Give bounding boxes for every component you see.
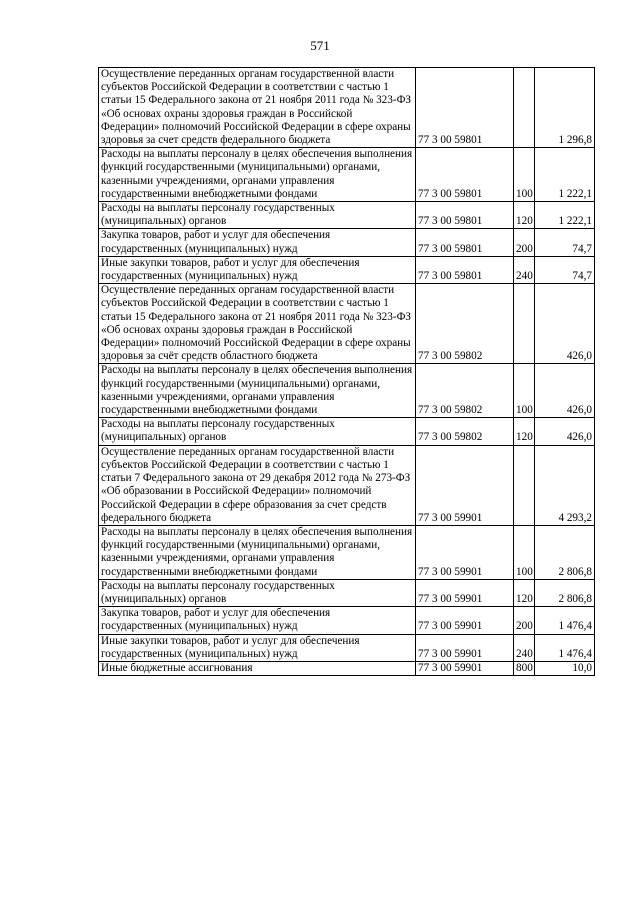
- row-amount-cell: 426,0: [535, 418, 595, 445]
- row-type-cell: 120: [514, 202, 535, 229]
- row-code-cell: 77 3 00 59901: [416, 607, 514, 634]
- row-amount-cell: 1 222,1: [535, 148, 595, 202]
- row-name-cell: Закупка товаров, работ и услуг для обеспечения государственных (муниципальных) нужд: [99, 607, 416, 634]
- row-name-cell: Расходы на выплаты персоналу государственных (муниципальных) органов: [99, 202, 416, 229]
- table-row: [99, 445, 595, 525]
- row-amount-cell: 1 222,1: [535, 202, 595, 229]
- row-name-cell: Осуществление переданных органам государственной власти субъектов Российской Федерации в соответствии с частью 1 статьи 7 Федерального закона от 29 декабря 2012 года № 273-ФЗ «Об образовании в Российской Федерации» полномочий Российской Федерации в сфере образования за счет средств федерального бюджета: [99, 445, 416, 525]
- row-name-cell: Расходы на выплаты персоналу в целях обеспечения выполнения функций государственными (муниципальными) органами, казенными учреждениями, органами управления государственными внебюджетными фондами: [99, 525, 416, 579]
- row-type-cell: 120: [514, 579, 535, 606]
- row-code-cell: 77 3 00 59901: [416, 579, 514, 606]
- row-type-cell: 100: [514, 364, 535, 418]
- row-code-cell: 77 3 00 59901: [416, 661, 514, 675]
- row-amount-cell: 2 806,8: [535, 579, 595, 606]
- row-type-cell: [514, 68, 535, 148]
- row-name-cell: Расходы на выплаты персоналу государственных (муниципальных) органов: [99, 418, 416, 445]
- row-amount-cell: 426,0: [535, 364, 595, 418]
- table-row: [99, 284, 595, 364]
- table-row: [99, 256, 595, 283]
- row-code-cell: 77 3 00 59901: [416, 634, 514, 661]
- row-name-cell: Иные бюджетные ассигнования: [99, 661, 416, 675]
- row-code-cell: 77 3 00 59801: [416, 256, 514, 283]
- row-type-cell: 200: [514, 607, 535, 634]
- row-code-cell: 77 3 00 59801: [416, 68, 514, 148]
- row-code-cell: 77 3 00 59901: [416, 525, 514, 579]
- table-row: [99, 607, 595, 634]
- table-row: [99, 634, 595, 661]
- table-row: [99, 68, 595, 148]
- row-name-cell: Осуществление переданных органам государственной власти субъектов Российской Федерации в соответствии с частью 1 статьи 15 Федерального закона от 21 ноября 2011 года № 323-ФЗ «Об основах охраны здоровья граждан в Российской Федерации» полномочий Российской Федерации в сфере охраны здоровья за счёт средств областного бюджета: [99, 284, 416, 364]
- row-amount-cell: 4 293,2: [535, 445, 595, 525]
- row-code-cell: 77 3 00 59802: [416, 364, 514, 418]
- row-name-cell: Иные закупки товаров, работ и услуг для обеспечения государственных (муниципальных) нужд: [99, 256, 416, 283]
- row-amount-cell: 74,7: [535, 229, 595, 256]
- row-code-cell: 77 3 00 59801: [416, 229, 514, 256]
- row-name-cell: Расходы на выплаты персоналу в целях обеспечения выполнения функций государственными (муниципальными) органами, казенными учреждениями, органами управления государственными внебюджетными фондами: [99, 148, 416, 202]
- row-name-cell: Иные закупки товаров, работ и услуг для обеспечения государственных (муниципальных) нужд: [99, 634, 416, 661]
- row-type-cell: 800: [514, 661, 535, 675]
- row-name-cell: Осуществление переданных органам государственной власти субъектов Российской Федерации в соответствии с частью 1 статьи 15 Федерального закона от 21 ноября 2011 года № 323-ФЗ «Об основах охраны здоровья граждан в Российской Федерации» полномочий Российской Федерации в сфере охраны здоровья за счет средств федерального бюджета: [99, 68, 416, 148]
- row-type-cell: 100: [514, 525, 535, 579]
- budget-table-body: [99, 68, 595, 676]
- row-code-cell: 77 3 00 59802: [416, 284, 514, 364]
- table-row: [99, 364, 595, 418]
- row-amount-cell: 10,0: [535, 661, 595, 675]
- row-code-cell: 77 3 00 59801: [416, 202, 514, 229]
- budget-table: [98, 67, 595, 676]
- table-row: [99, 418, 595, 445]
- row-code-cell: 77 3 00 59801: [416, 148, 514, 202]
- row-code-cell: 77 3 00 59901: [416, 445, 514, 525]
- row-amount-cell: 1 476,4: [535, 634, 595, 661]
- row-amount-cell: 74,7: [535, 256, 595, 283]
- row-type-cell: 120: [514, 418, 535, 445]
- table-row: [99, 579, 595, 606]
- row-amount-cell: 426,0: [535, 284, 595, 364]
- row-amount-cell: 1 296,8: [535, 68, 595, 148]
- row-type-cell: 100: [514, 148, 535, 202]
- table-row: [99, 148, 595, 202]
- row-amount-cell: 2 806,8: [535, 525, 595, 579]
- row-type-cell: 240: [514, 256, 535, 283]
- table-row: [99, 229, 595, 256]
- row-name-cell: Расходы на выплаты персоналу государственных (муниципальных) органов: [99, 579, 416, 606]
- row-type-cell: [514, 445, 535, 525]
- row-type-cell: 200: [514, 229, 535, 256]
- page-number: 571: [310, 38, 330, 53]
- table-row: [99, 661, 595, 675]
- row-name-cell: Расходы на выплаты персоналу в целях обеспечения выполнения функций государственными (муниципальными) органами, казенными учреждениями, органами управления государственными внебюджетными фондами: [99, 364, 416, 418]
- row-type-cell: [514, 284, 535, 364]
- row-code-cell: 77 3 00 59802: [416, 418, 514, 445]
- table-row: [99, 202, 595, 229]
- row-type-cell: 240: [514, 634, 535, 661]
- table-row: [99, 525, 595, 579]
- row-name-cell: Закупка товаров, работ и услуг для обеспечения государственных (муниципальных) нужд: [99, 229, 416, 256]
- row-amount-cell: 1 476,4: [535, 607, 595, 634]
